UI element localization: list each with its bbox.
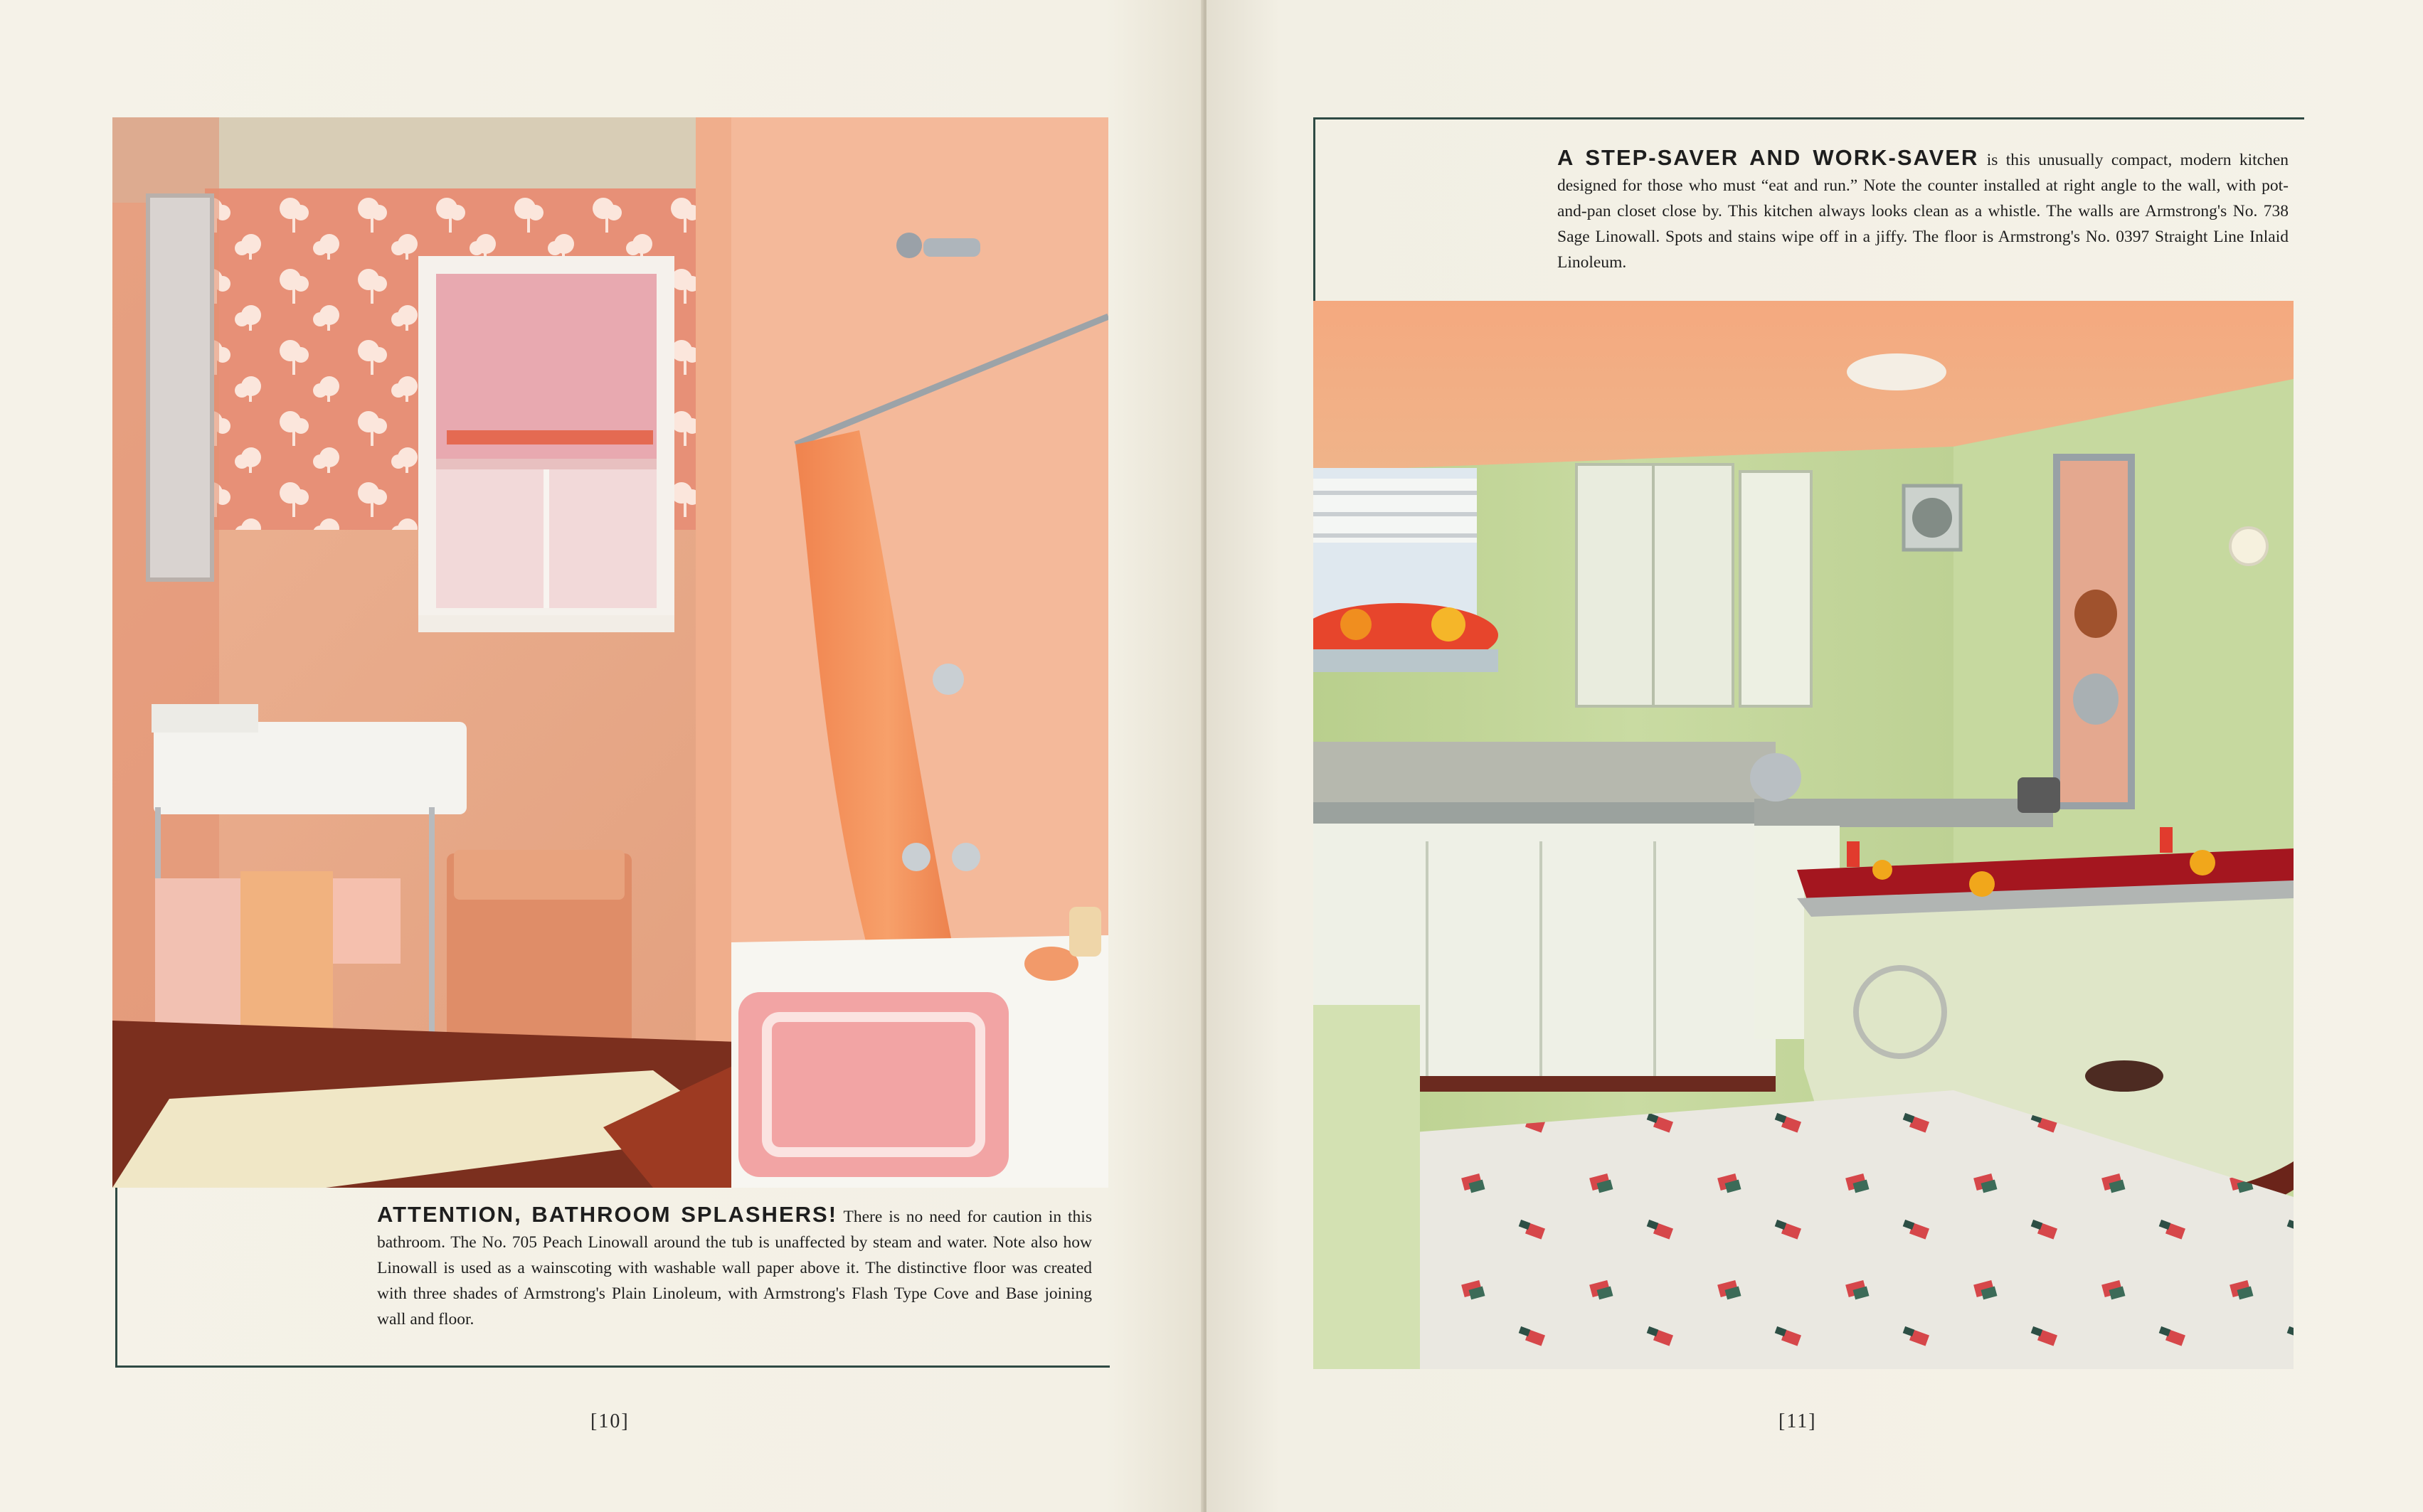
bathroom-photo bbox=[112, 117, 1108, 1188]
bathroom-caption bbox=[377, 1202, 1092, 1332]
kitchen-photo bbox=[1313, 301, 2294, 1369]
page-number-left: [10] bbox=[590, 1410, 630, 1432]
bathroom-caption-box bbox=[115, 1188, 1110, 1368]
kitchen-caption-box bbox=[1313, 117, 2304, 303]
bathroom-caption-lead: ATTENTION, BATHROOM SPLASHERS! bbox=[377, 1202, 838, 1227]
page-number-right: [11] bbox=[1778, 1410, 1817, 1432]
bathroom-illustration bbox=[112, 117, 1108, 1188]
left-page bbox=[0, 0, 1202, 1512]
bathroom-caption-body: There is no need for caution in this bathroom. The No. 705 Peach Linowall around the tub is unaffected by steam and water. Note also how Linowall is used as a wainscoting with washable wall paper above it. The distinctive floor was created with three shades of Armstrong's Plain Linoleum, with Armstrong's Flash Type Cove and Base joining wall and floor. bbox=[377, 1208, 1092, 1329]
kitchen-caption-body: is this unusually compact, modern kitchen designed for those who must “eat and run.” Note the counter installed at right angle to the wall, with pot-and-pan closet close by. This kitchen always looks clean as a whistle. The walls are Armstrong's No. 738 Sage Linowall. Spots and stains wipe off in a jiffy. The floor is Armstrong's No. 0397 Straight Line Inlaid Linoleum. bbox=[1557, 151, 2289, 272]
kitchen-caption-lead: A STEP-SAVER AND WORK-SAVER bbox=[1557, 145, 1979, 170]
kitchen-caption bbox=[1557, 145, 2289, 275]
kitchen-illustration bbox=[1313, 301, 2294, 1369]
